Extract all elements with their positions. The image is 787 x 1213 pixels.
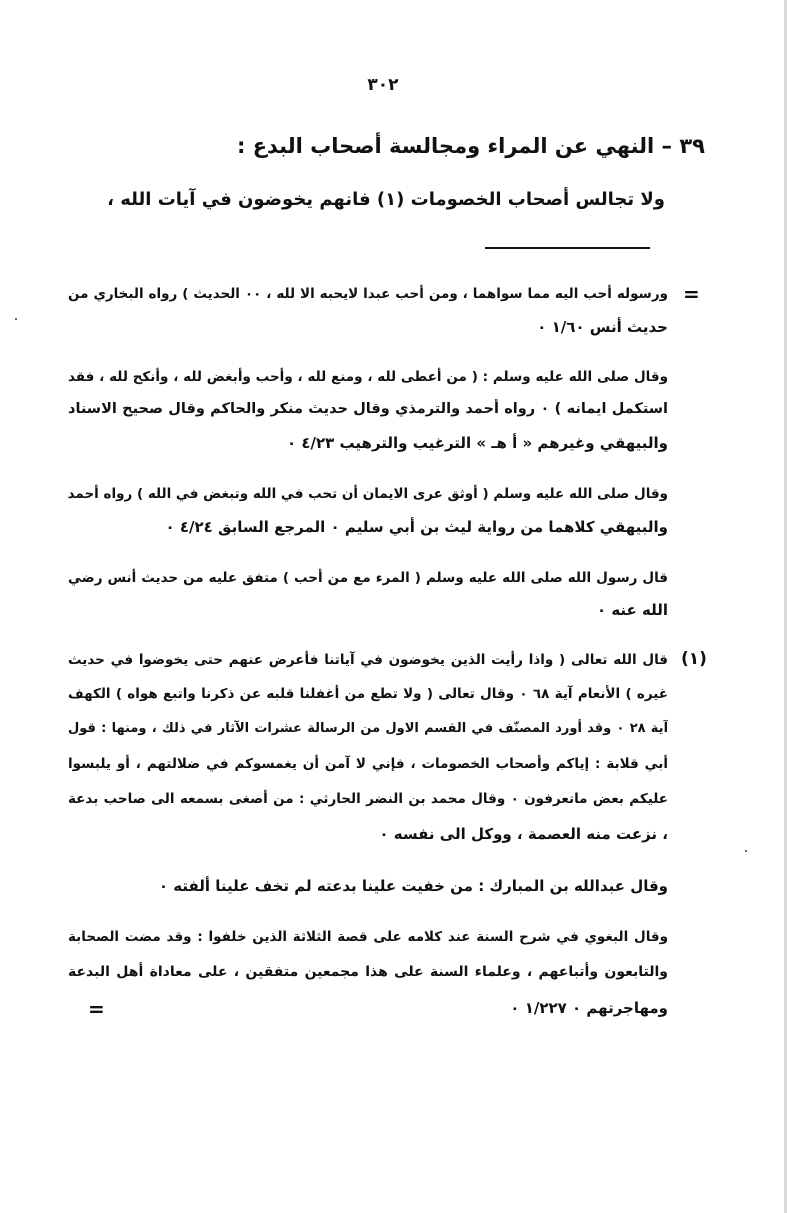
page-number: ٣٠٢ — [367, 75, 399, 95]
continued-note-line: الله عنه ٠ — [596, 601, 668, 619]
footnote-line: قال الله تعالى ( واذا رأيت الذين يخوضون في آياتنا فأعرض عنهم حتى يخوضوا في حديث — [68, 652, 668, 668]
continued-note-line: والبيهقي كلاهما من رواية ليث بن أبي سليم ٠ المرجع السابق ٤/٢٤ ٠ — [165, 518, 668, 536]
section-text: ولا تجالس أصحاب الخصومات (١) فانهم يخوضون في آيات الله ، — [107, 189, 665, 210]
footnote-line: وقال البغوي في شرح السنة عند كلامه على قصة الثلاثة الذين خلفوا : وقد مضت الصحابة — [68, 929, 668, 945]
footnote-line: غيره ) الأنعام آية ٦٨ ٠ وقال تعالى ( ولا تطع من أغفلنا قلبه عن ذكرنا واتبع هواه ) الكهف — [68, 686, 668, 702]
continued-note-line: وقال صلى الله عليه وسلم ( أوثق عرى الايمان أن تحب في الله وتبغض في الله ) رواه أحمد — [68, 486, 668, 502]
footnote-marker: (١) — [681, 649, 707, 669]
footnote-line: أبي قلابة : إياكم وأصحاب الخصومات ، فإني لا آمن أن يغمسوكم في ضلالتهم ، أو يلبسوا — [68, 756, 668, 772]
continued-note-line: وقال صلى الله عليه وسلم : ( من أعطى لله ، ومنع لله ، وأحب وأبغض لله ، وأنكح لله ، فقد — [68, 369, 668, 385]
footnote-line: ، نزعت منه العصمة ، ووكل الى نفسه ٠ — [379, 825, 668, 843]
section-heading: ٣٩ – النهي عن المراء ومجالسة أصحاب البدع : — [236, 134, 705, 158]
scan-speck — [745, 850, 747, 852]
footnote-line: آية ٢٨ ٠ وقد أورد المصنّف في القسم الاول من الرسالة عشرات الآثار في ذلك ، ومنها : قول — [68, 721, 668, 736]
continuation-marker: = — [683, 282, 700, 306]
continued-note-line: ورسوله أحب اليه مما سواهما ، ومن أحب عبدا لايحبه الا لله ، ٠٠ الحديث ) رواه البخاري من — [68, 286, 668, 302]
continued-note-line: حديث أنس ١/٦٠ ٠ — [537, 318, 668, 336]
continued-note-line: والبيهقي وغيرهم « أ هـ » الترغيب والترهيب ٤/٢٣ ٠ — [286, 434, 668, 452]
end-marker: = — [88, 997, 105, 1021]
continued-note-line: استكمل ايمانه ) ٠ رواه أحمد والترمذي وقال حديث منكر والحاكم وقال صحيح الاسناد — [68, 401, 668, 417]
footnote-line: عليكم بعض ماتعرفون ٠ وقال محمد بن النضر الحارثي : من أصغى بسمعه الى صاحب بدعة — [68, 791, 668, 807]
footnote-line: ومهاجرتهم ٠ ١/٢٢٧ ٠ — [510, 999, 668, 1017]
footnote-line: وقال عبدالله بن المبارك : من خفيت علينا بدعته لم تخف علينا ألفته ٠ — [158, 877, 668, 895]
scan-speck — [15, 318, 17, 320]
footnote-line: والتابعون وأتباعهم ، وعلماء السنة على هذا مجمعين متفقين ، على معاداة أهل البدعة — [68, 964, 668, 980]
continued-note-line: قال رسول الله صلى الله عليه وسلم ( المرء مع من أحب ) متفق عليه من حديث أنس رضي — [68, 570, 668, 586]
footnote-separator — [485, 247, 650, 249]
